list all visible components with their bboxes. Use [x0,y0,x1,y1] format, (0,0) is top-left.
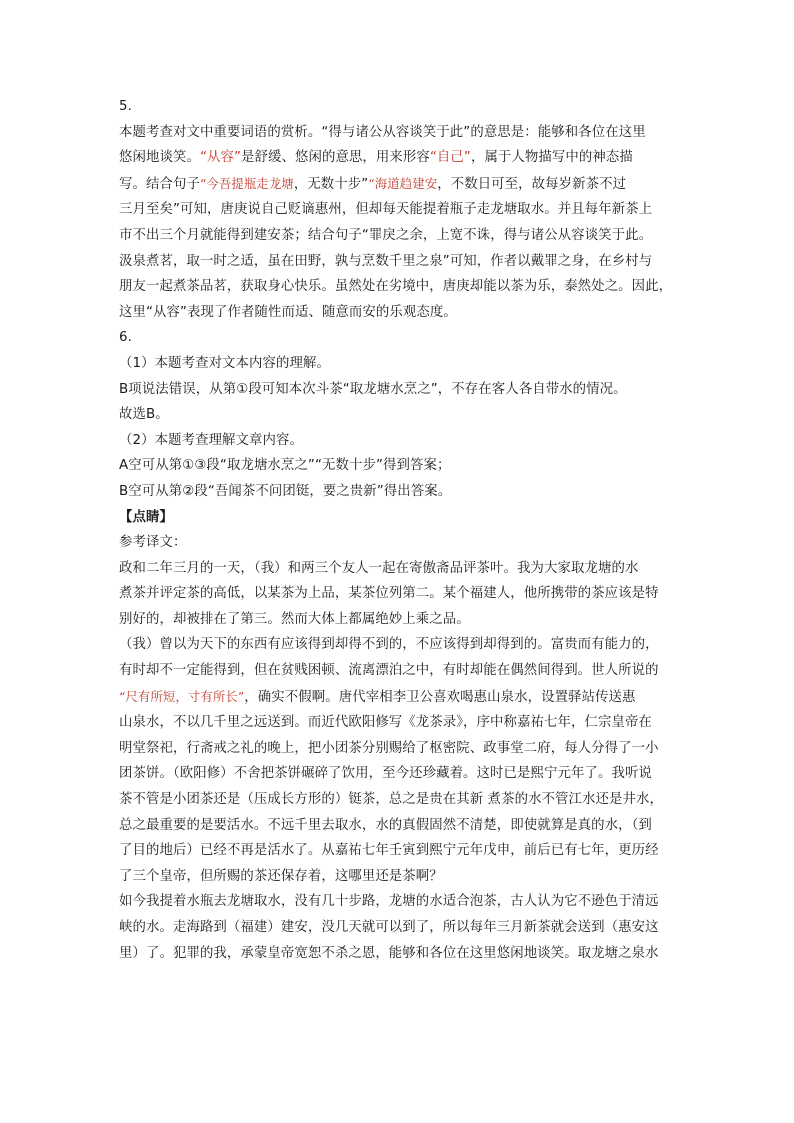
tr-line-16: 里）了。犯罪的我，承蒙皇帝宽恕不杀之恩，能够和各位在这里悠闲地谈笑。取龙塘之泉水 [119,945,659,961]
question-number-6: 6. [119,330,132,346]
s6-line-5: A空可从第①③段“取龙塘水烹之”“无数十步”得到答案； [119,458,451,474]
s6-line-4: （2）本题考查理解文章内容。 [119,432,303,448]
tr-line-10: 茶不管是小团茶还是（压成长方形的）铤茶，总之是贵在其新 煮茶的水不管江水还是井水， [119,792,663,808]
tr-line-12: 了目的地后）已经不再是活水了。从嘉祐七年壬寅到熙宁元年戊申，前后已有七年，更历经 [119,843,659,859]
tr-line-2: 煮茶并评定茶的高低，以某茶为上品，某茶位列第二。某个福建人，他所携带的茶应该是特 [119,586,659,602]
s5-line-1: 本题考查对文中重要词语的赏析。“得与诸公从容谈笑于此”的意思是：能够和各位在这里 [119,124,646,140]
tr-line-1: 政和二年三月的一天，（我）和两三个友人一起在寄傲斋品评茶叶。我为大家取龙塘的水 [119,560,639,576]
s6-line-6: B空可从第②段“吾闻茶不问团铤，要之贵新”得出答案。 [119,483,452,499]
tr-line-8: 明堂祭祀，行斋戒之礼的晚上，把小团茶分别赐给了枢密院、政事堂二府，每人分得了一小 [119,740,659,756]
s5-line-4: 三月至矣”可知，唐庚说自己贬谪惠州，但却每天能提着瓶子走龙塘取水。并且每年新茶上 [119,202,653,218]
tr-line-7: 山泉水，不以几千里之远送到。而近代欧阳修写《龙茶录》，序中称嘉祐七年，仁宗皇帝在 [119,715,652,731]
s6-line-1: （1）本题考查对文本内容的理解。 [119,355,330,371]
translation-subheading: 参考译文： [119,535,187,551]
question-number-5: 5. [119,99,132,114]
s5-line-7: 朋友一起煮茶品茗，获取身心快乐。虽然处在劣境中，唐庚却能以茶为乐，泰然处之。因此， [119,279,673,295]
tr-line-11: 总之最重要的是要活水。不远千里去取水，水的真假固然不清楚，即使就算是真的水，（到 [119,817,652,833]
tr-line-3: 别好的，却被排在了第三。然而大体上都属绝妙上乘之品。 [119,611,470,627]
tr-line-5: 有时却不一定能得到，但在贫贱困顿、流离漂泊之中，有时却能在偶然间得到。世人所说的 [119,663,659,679]
tr-line-6: “尺有所短，寸有所长”，确实不假啊。唐代宰相李卫公喜欢喝惠山泉水，设置驿站传送惠 [119,688,636,705]
s5-line-5: 市不出三个月就能得到建安茶；结合句子“罪戾之余，上宽不诛，得与诸公从容谈笑于此。 [119,227,653,243]
s5-line-8: 这里“从容”表现了作者随性而适、随意而安的乐观态度。 [119,304,457,320]
s6-line-3: 故选B。 [119,407,169,423]
dianjing-heading: 【点睛】 [119,509,173,525]
tr-line-15: 峡的水。走海路到（福建）建安，没几天就可以到了，所以每年三月新茶就会送到（惠安这 [119,920,659,935]
tr-line-13: 了三个皇帝，但所赐的茶还保存着，这哪里还是茶啊？ [119,868,443,884]
s5-line-3: 写。结合句子“今吾提瓶走龙塘，无数十步”“海道趋建安，不数日可至，故每岁新茶不过 [119,175,627,192]
s5-line-2: 悠闲地谈笑。“从容”是舒缓、悠闲的意思，用来形容“自己”，属于人物描写中的神态描 [119,150,633,166]
tr-line-4: （我）曾以为天下的东西有应该得到却得不到的，不应该得到却得到的。富贵而有能力的， [119,637,659,653]
tr-line-9: 团茶饼。（欧阳修）不舍把茶饼碾碎了饮用，至今还珍藏着。这时已是熙宁元年了。我听说 [119,766,652,782]
s5-line-6: 汲泉煮茗，取一时之适，虽在田野，孰与烹数千里之泉”可知，作者以戴罪之身，在乡村与 [119,253,653,269]
tr-line-14: 如今我提着水瓶去龙塘取水，没有几十步路，龙塘的水适合泡茶，古人认为它不逊色于清远 [119,894,659,910]
s6-line-2: B项说法错误，从第①段可知本次斗茶“取龙塘水烹之”，不存在客人各自带水的情况。 [119,381,627,397]
